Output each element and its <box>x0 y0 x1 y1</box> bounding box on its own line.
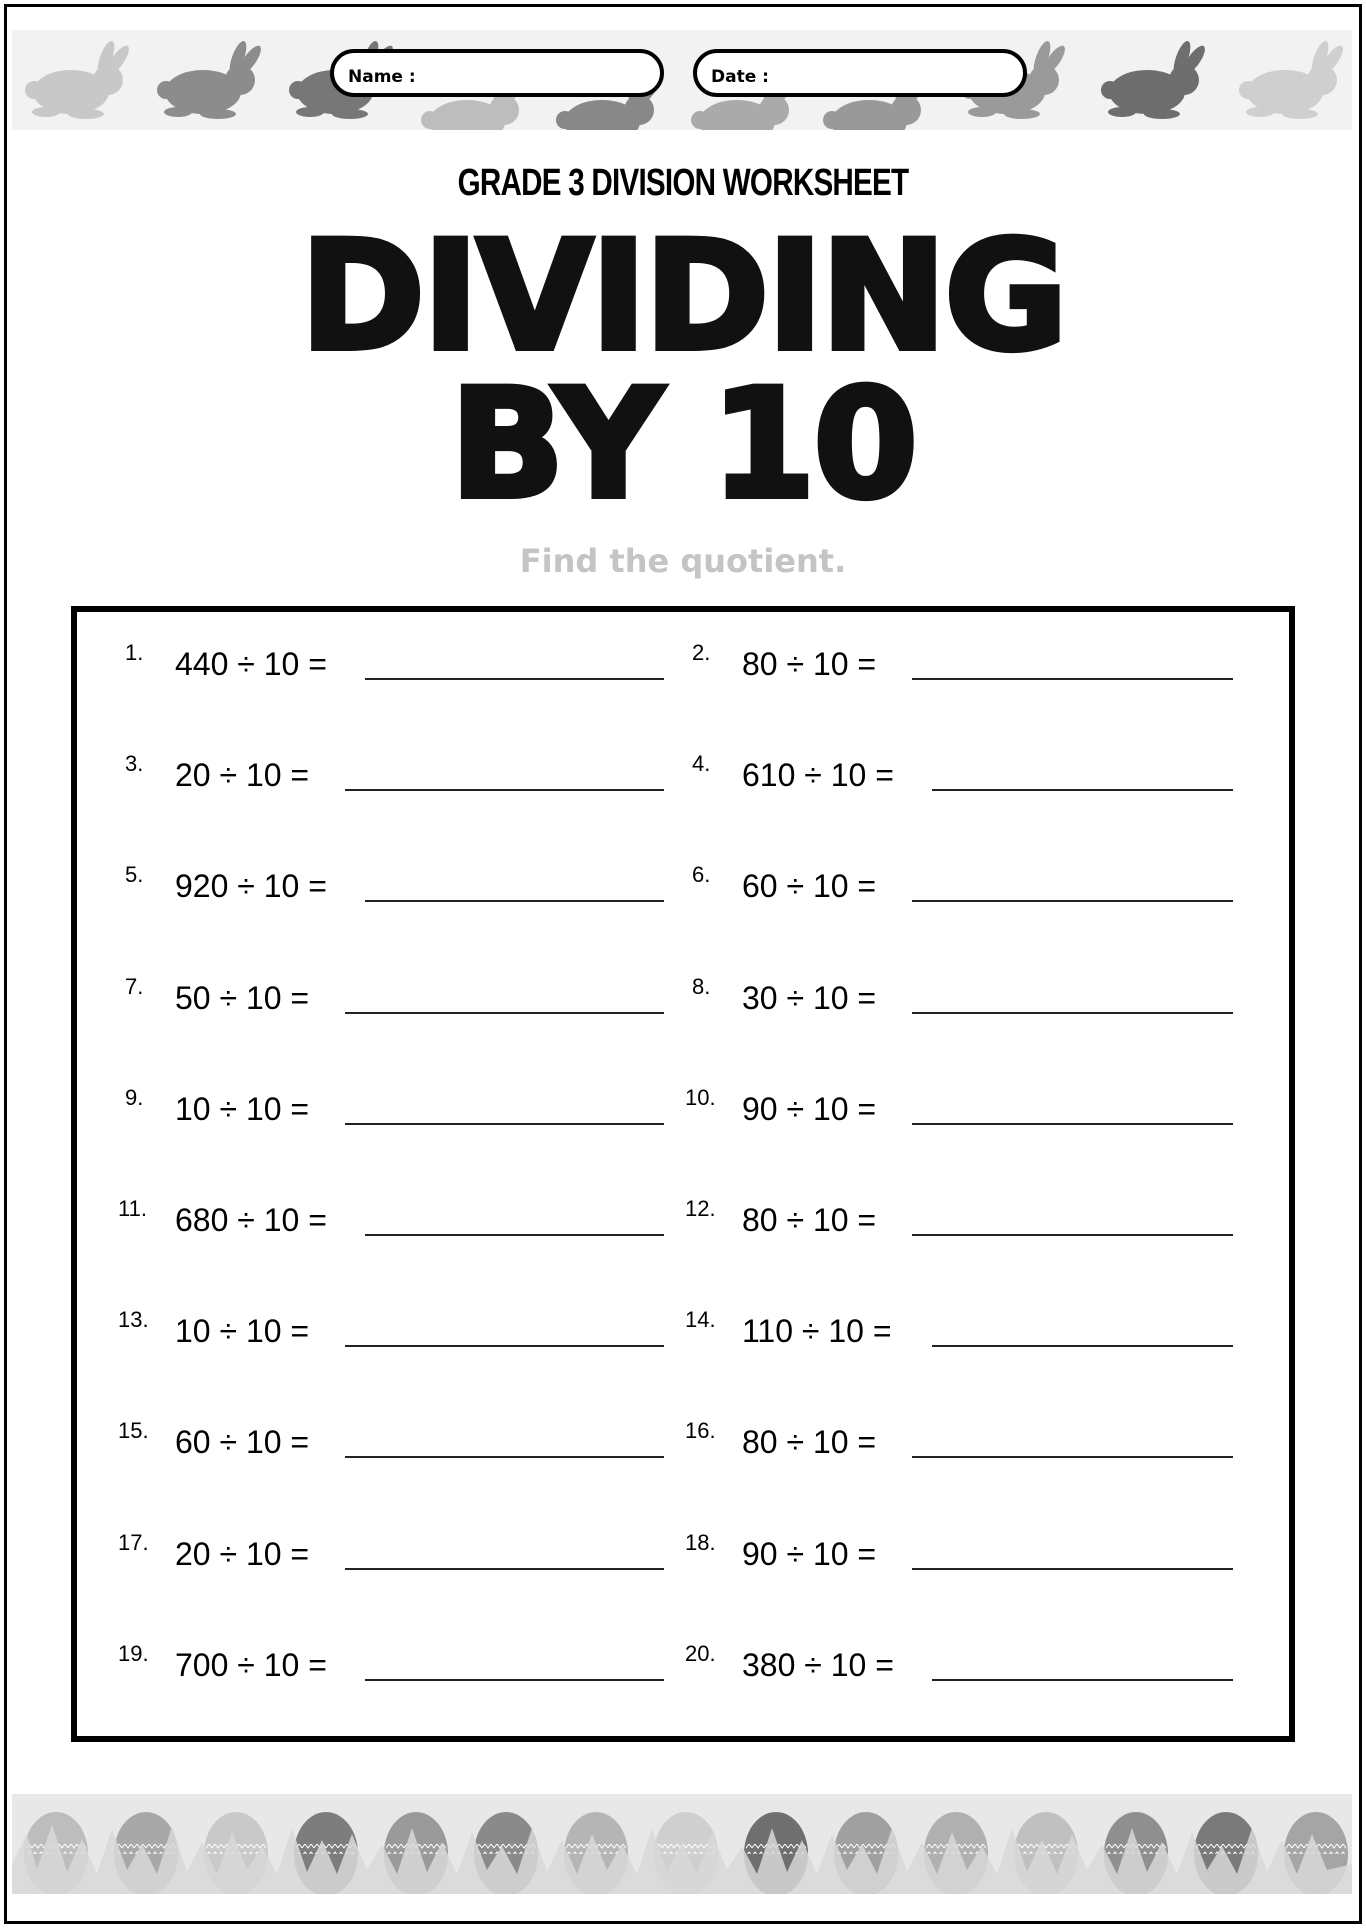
answer-line[interactable] <box>912 1234 1233 1236</box>
problem-expression: 30 ÷ 10 = <box>742 979 877 1016</box>
problem-number: 12. <box>685 1196 716 1221</box>
problem-item <box>685 1085 1233 1135</box>
answer-line[interactable] <box>365 1234 664 1236</box>
problem-expression: 60 ÷ 10 = <box>175 1424 310 1461</box>
answer-line[interactable] <box>345 1568 664 1570</box>
answer-line[interactable] <box>345 789 664 791</box>
name-label: Name : <box>348 67 416 87</box>
answer-line[interactable] <box>932 1345 1233 1347</box>
problem-number: 6. <box>692 862 711 888</box>
bunny-banner <box>12 30 1352 130</box>
problem-item <box>685 1530 1233 1580</box>
answer-line[interactable] <box>912 1456 1233 1458</box>
problem-number: 4. <box>692 751 711 777</box>
problem-number: 5. <box>125 862 144 888</box>
answer-line[interactable] <box>912 678 1233 680</box>
problem-item <box>118 1418 666 1468</box>
answer-line[interactable] <box>932 1679 1233 1681</box>
problem-item <box>118 1530 666 1580</box>
problem-item <box>685 640 1233 690</box>
answer-line[interactable] <box>912 1012 1233 1014</box>
bunny-icon <box>157 39 265 119</box>
problem-number: 13. <box>118 1307 149 1333</box>
problem-item <box>118 640 666 690</box>
date-label: Date : <box>711 67 769 87</box>
answer-line[interactable] <box>912 900 1233 902</box>
problem-number: 20. <box>685 1640 716 1666</box>
problem-item <box>118 751 666 801</box>
problem-expression: 20 ÷ 10 = <box>175 757 310 794</box>
problem-number: 14. <box>685 1307 716 1333</box>
problem-item <box>685 1418 1233 1468</box>
answer-line[interactable] <box>365 900 664 902</box>
date-field[interactable] <box>693 49 1027 97</box>
problem-expression: 700 ÷ 10 = <box>175 1646 327 1683</box>
bunny-pattern <box>12 30 1352 130</box>
problem-item <box>118 1196 666 1246</box>
problem-expression: 60 ÷ 10 = <box>742 868 877 905</box>
problem-expression: 380 ÷ 10 = <box>742 1646 894 1683</box>
problem-item <box>685 974 1233 1024</box>
problem-number: 1. <box>125 640 144 665</box>
problem-number: 10. <box>685 1084 716 1110</box>
egg-banner <box>12 1794 1352 1894</box>
problem-number: 17. <box>118 1529 149 1555</box>
problem-number: 8. <box>692 973 711 999</box>
problem-expression: 920 ÷ 10 = <box>175 868 327 905</box>
problem-expression: 80 ÷ 10 = <box>742 646 877 682</box>
problem-item <box>685 751 1233 801</box>
problem-expression: 680 ÷ 10 = <box>175 1202 327 1238</box>
problem-expression: 10 ÷ 10 = <box>175 1090 310 1127</box>
answer-line[interactable] <box>345 1012 664 1014</box>
instruction-text: Find the quotient. <box>519 542 847 580</box>
problem-expression: 610 ÷ 10 = <box>742 757 894 794</box>
problem-expression: 90 ÷ 10 = <box>742 1090 877 1127</box>
egg-pattern <box>12 1794 1352 1894</box>
problem-item <box>118 974 666 1024</box>
bunny-icon <box>25 39 133 119</box>
problem-expression: 440 ÷ 10 = <box>175 646 327 682</box>
problem-number: 15. <box>118 1418 149 1444</box>
problem-number: 9. <box>125 1084 144 1110</box>
answer-line[interactable] <box>345 1456 664 1458</box>
worksheet-title-line1: DIVIDING <box>300 210 1066 384</box>
problem-number: 19. <box>118 1640 149 1666</box>
worksheet-subtitle: GRADE 3 DIVISION WORKSHEET <box>457 162 909 204</box>
problem-number: 2. <box>692 640 711 665</box>
answer-line[interactable] <box>365 1679 664 1681</box>
problem-item <box>685 1641 1233 1691</box>
answer-line[interactable] <box>345 1345 664 1347</box>
answer-line[interactable] <box>912 1568 1233 1570</box>
answer-line[interactable] <box>912 1123 1233 1125</box>
problem-expression: 20 ÷ 10 = <box>175 1535 310 1572</box>
problem-item <box>118 1641 666 1691</box>
problem-item <box>118 862 666 912</box>
problem-item <box>685 1307 1233 1357</box>
bunny-icon <box>1101 39 1209 119</box>
problem-expression: 80 ÷ 10 = <box>742 1202 877 1238</box>
answer-line[interactable] <box>932 789 1233 791</box>
problem-expression: 50 ÷ 10 = <box>175 979 310 1016</box>
problem-expression: 10 ÷ 10 = <box>175 1313 310 1350</box>
problem-number: 11. <box>118 1196 147 1221</box>
problem-number: 16. <box>685 1418 716 1444</box>
problem-item <box>118 1085 666 1135</box>
problem-expression: 80 ÷ 10 = <box>742 1424 877 1461</box>
worksheet-title-line2: BY 10 <box>450 358 916 532</box>
problem-expression: 90 ÷ 10 = <box>742 1535 877 1572</box>
name-field[interactable] <box>330 49 664 97</box>
problem-item <box>685 862 1233 912</box>
answer-line[interactable] <box>365 678 664 680</box>
bunny-icon <box>1239 39 1347 119</box>
problem-number: 3. <box>125 751 144 777</box>
answer-line[interactable] <box>345 1123 664 1125</box>
problem-item <box>118 1307 666 1357</box>
problem-number: 18. <box>685 1529 716 1555</box>
problem-expression: 110 ÷ 10 = <box>742 1313 892 1350</box>
problem-number: 7. <box>125 973 144 999</box>
problem-item <box>685 1196 1233 1246</box>
